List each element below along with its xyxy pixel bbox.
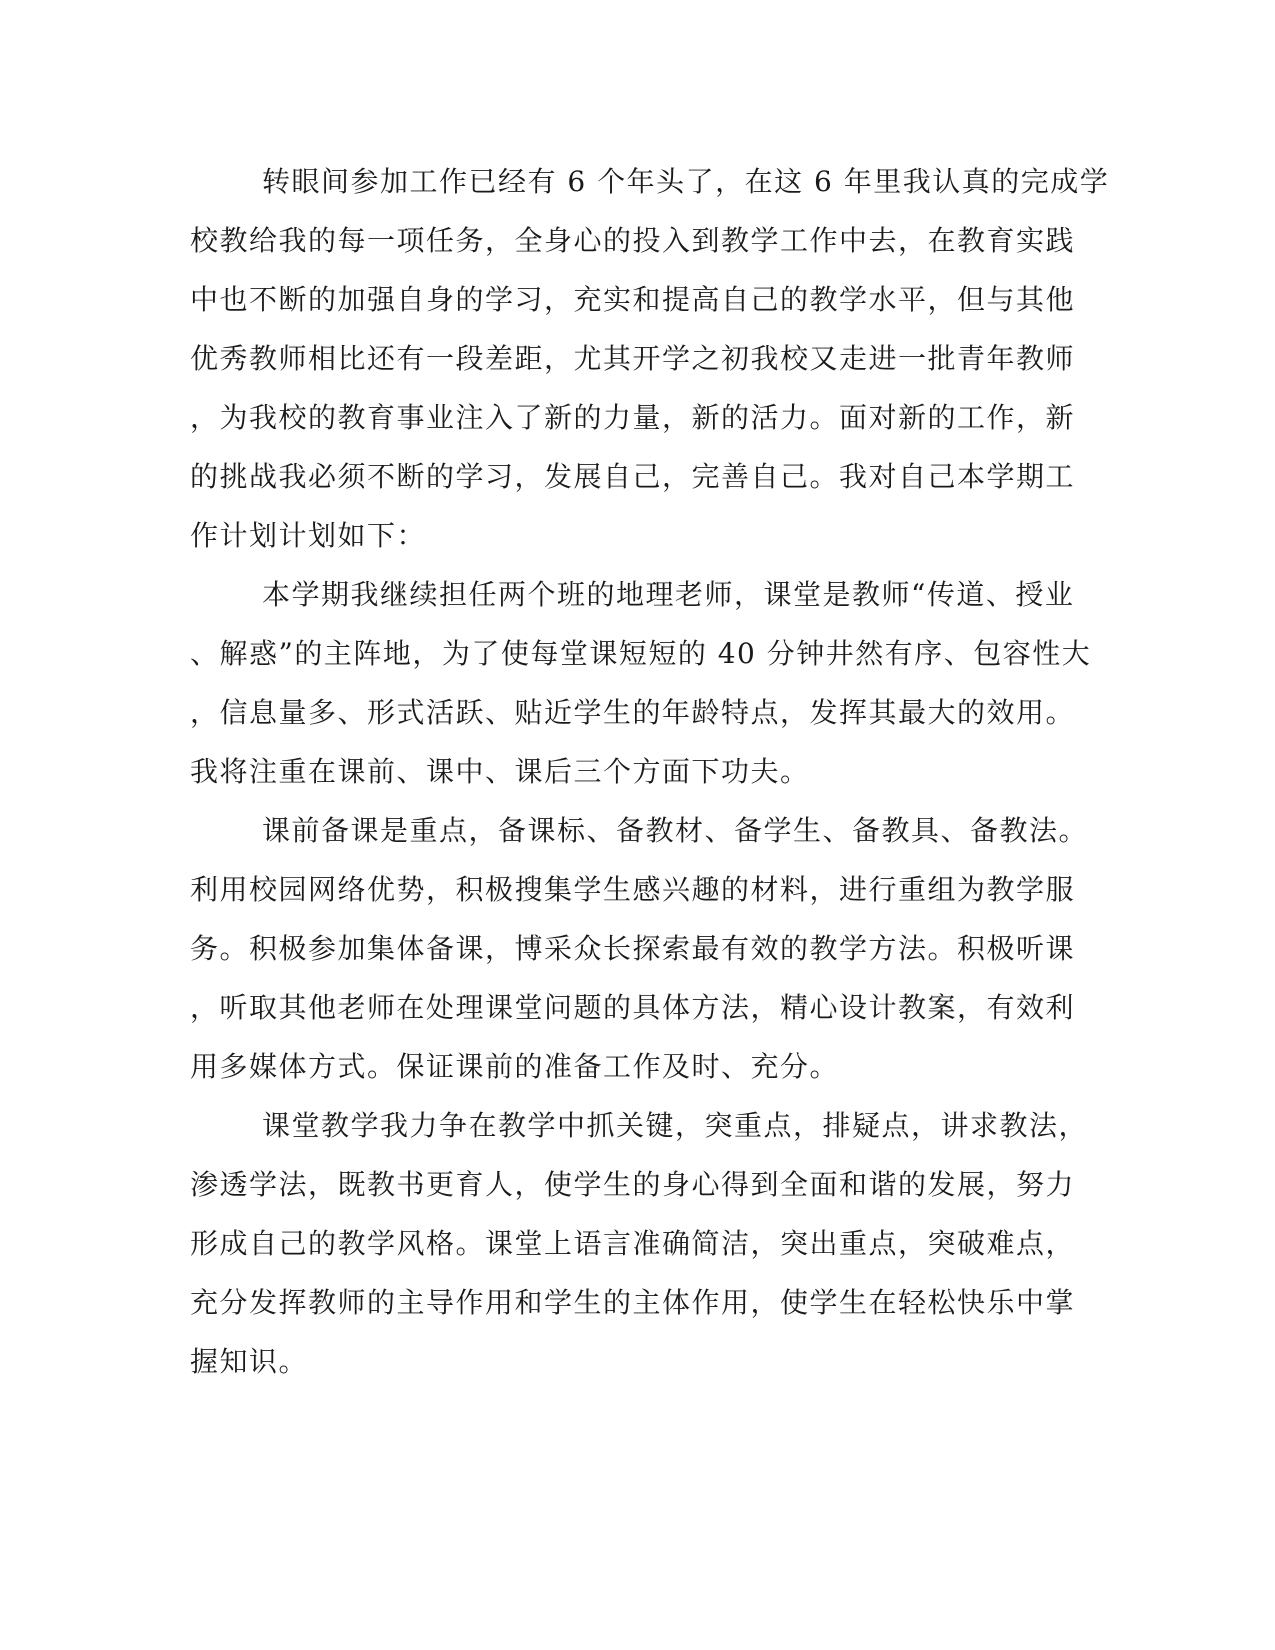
paragraph-1-line-2: 校教给我的每一项任务，全身心的投入到教学工作中去，在教育实践 [190, 224, 1076, 257]
paragraph-1-line-3: 中也不断的加强自身的学习，充实和提高自己的教学水平，但与其他 [190, 283, 1076, 316]
paragraph-1-line-4: 优秀教师相比还有一段差距，尤其开学之初我校又走进一批青年教师 [190, 342, 1076, 375]
paragraph-3-line-2: 利用校园网络优势，积极搜集学生感兴趣的材料，进行重组为教学服 [190, 873, 1076, 906]
paragraph-4-line-3: 形成自己的教学风格。课堂上语言准确简洁，突出重点，突破难点， [190, 1227, 1076, 1260]
paragraph-4-line-1: 课堂教学我力争在教学中抓关键，突重点，排疑点，讲求教法， [262, 1109, 1089, 1142]
paragraph-2-line-2: 、解惑”的主阵地，为了使每堂课短短的 40 分钟井然有序、包容性大 [190, 637, 1092, 670]
paragraph-4-line-2: 渗透学法，既教书更育人，使学生的身心得到全面和谐的发展，努力 [190, 1168, 1076, 1201]
paragraph-4-line-4: 充分发挥教师的主导作用和学生的主体作用，使学生在轻松快乐中掌 [190, 1286, 1076, 1319]
paragraph-1-line-5: ，为我校的教育事业注入了新的力量，新的活力。面对新的工作，新 [190, 401, 1076, 434]
paragraph-1-line-1: 转眼间参加工作已经有 6 个年头了，在这 6 年里我认真的完成学 [262, 165, 1110, 198]
paragraph-4-line-5: 握知识。 [190, 1345, 309, 1378]
paragraph-3-line-1: 课前备课是重点，备课标、备教材、备学生、备教具、备教法。 [262, 814, 1089, 847]
paragraph-2-line-3: ，信息量多、形式活跃、贴近学生的年龄特点，发挥其最大的效用。 [190, 696, 1076, 729]
paragraph-1-line-6: 的挑战我必须不断的学习，发展自己，完善自己。我对自己本学期工 [190, 460, 1076, 493]
paragraph-2-line-1: 本学期我继续担任两个班的地理老师，课堂是教师“传道、授业 [262, 578, 1075, 611]
paragraph-3-line-4: ，听取其他老师在处理课堂问题的具体方法，精心设计教案，有效利 [190, 991, 1076, 1024]
paragraph-1-line-7: 作计划计划如下： [190, 519, 427, 552]
paragraph-3-line-5: 用多媒体方式。保证课前的准备工作及时、充分。 [190, 1050, 840, 1083]
paragraph-2-line-4: 我将注重在课前、课中、课后三个方面下功夫。 [190, 755, 810, 788]
paragraph-3-line-3: 务。积极参加集体备课，博采众长探索最有效的教学方法。积极听课 [190, 932, 1076, 965]
